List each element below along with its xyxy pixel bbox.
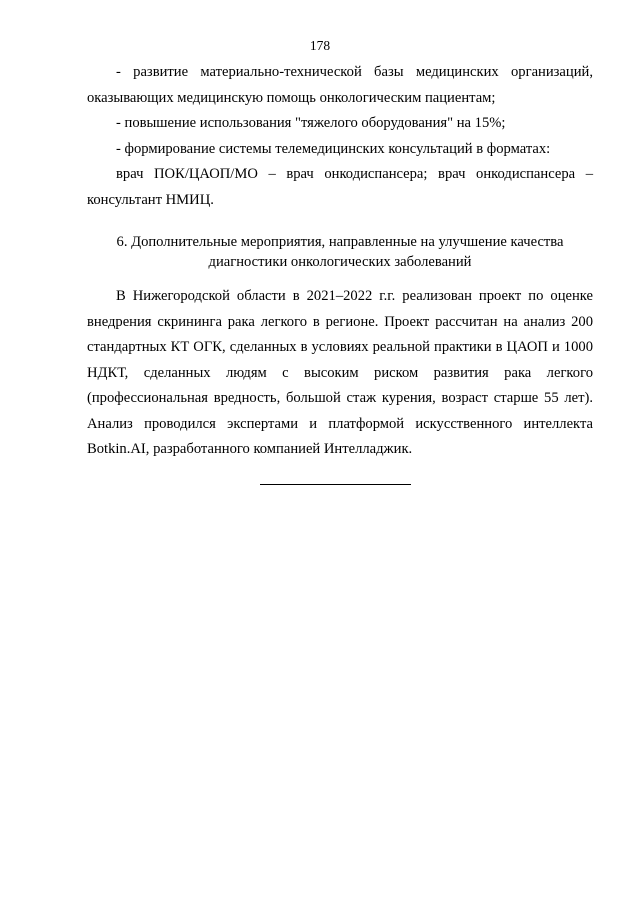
- page-number: 178: [309, 38, 331, 53]
- section-heading: 6. Дополнительные мероприятия, направленные на улучшение качества диагностики онкологических заболеваний: [116, 234, 564, 270]
- list-item-material-base: - развитие материально-технической базы медицинских организаций, оказывающих медицинскую помощь онкологическим пациентам;: [87, 64, 593, 106]
- end-rule: [260, 484, 411, 485]
- section-paragraph: В Нижегородской области в 2021–2022 г.г. реализован проект по оценке внедрения скрининга рака легкого в регионе. Проект рассчитан на анализ 200 стандартных КТ ОГК, сделанных в условиях реальной практики в ЦАОП и 1000 НДКТ, сделанных людям с высоким риском развития рака легкого (профессиональная вредность, большой стаж курения, возраст старше 55 лет). Анализ проводился экспертами и платформой искусственного интеллекта Botkin.AI, разработанного компанией Интелладжик.: [87, 288, 593, 457]
- list-item-heavy-equipment: - повышение использования "тяжелого оборудования" на 15%;: [116, 115, 506, 131]
- list-item-telemedicine-formats: врач ПОК/ЦАОП/МО – врач онкодиспансера; врач онкодиспансера – консультант НМИЦ.: [87, 166, 593, 208]
- section-body: [87, 284, 593, 463]
- task-list: [87, 60, 593, 213]
- list-item-telemedicine: - формирование системы телемедицинских консультаций в форматах:: [116, 140, 551, 157]
